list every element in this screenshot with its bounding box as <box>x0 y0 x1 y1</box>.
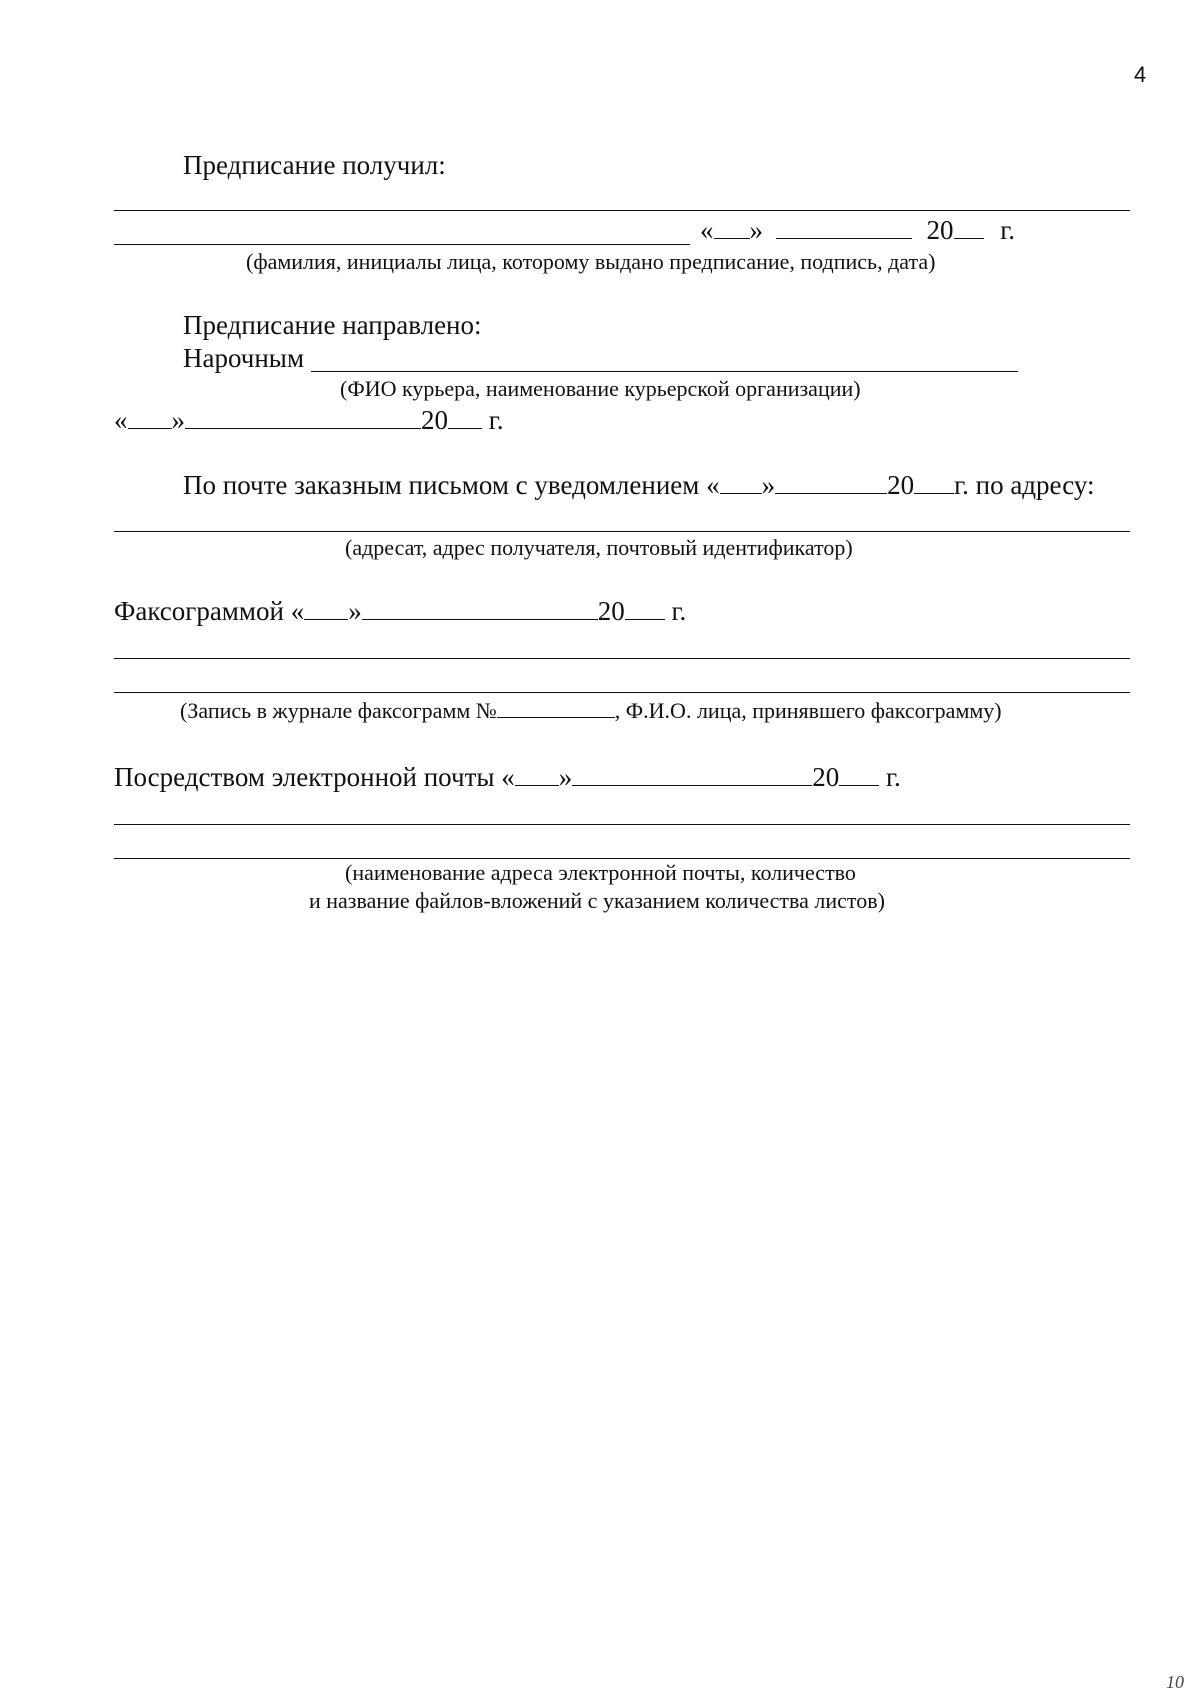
received-name-line[interactable] <box>114 244 690 245</box>
quote-open: « <box>290 596 305 626</box>
email-year-prefix: 20 <box>812 762 840 792</box>
mail-year-blank[interactable] <box>914 471 954 494</box>
fax-year-blank[interactable] <box>625 597 665 620</box>
mail-month-blank[interactable] <box>775 471 887 494</box>
mail-year-prefix: 20 <box>887 470 915 500</box>
fax-caption <box>180 698 1002 724</box>
received-date <box>700 215 1015 245</box>
fax-label: Факсограммой <box>114 596 284 626</box>
received-year-prefix: 20 <box>926 215 954 245</box>
received-caption: (фамилия, инициалы лица, которому выдано предписание, подпись, дата) <box>246 249 936 274</box>
email-year-suffix: г. <box>886 762 901 792</box>
sent-year-blank[interactable] <box>448 406 482 429</box>
sent-year-prefix: 20 <box>421 405 448 435</box>
received-heading: Предписание получил: <box>183 150 446 180</box>
mail-year-suffix: г. по адресу: <box>954 470 1095 500</box>
received-day-blank[interactable] <box>714 216 750 239</box>
quote-close: » <box>348 596 362 626</box>
email-line-2[interactable] <box>114 858 1130 859</box>
email-caption-line1: (наименование адреса электронной почты, количество <box>345 860 856 885</box>
quote-close: » <box>749 215 763 245</box>
email-year-blank[interactable] <box>839 763 879 786</box>
mail-caption: (адресат, адрес получателя, почтовый идентификатор) <box>345 535 853 560</box>
courier-caption: (ФИО курьера, наименование курьерской организации) <box>340 376 861 401</box>
email-line-text <box>114 762 901 792</box>
fax-caption-after: , Ф.И.О. лица, принявшего факсограмму) <box>614 698 1002 723</box>
email-caption-line2: и название файлов-вложений с указанием количества листов) <box>309 888 885 913</box>
courier-label: Нарочным <box>183 343 305 373</box>
quote-close: » <box>558 762 573 792</box>
fax-year-suffix: г. <box>671 596 687 626</box>
sent-year-suffix: г. <box>488 405 504 435</box>
sent-day-blank[interactable] <box>128 406 172 429</box>
mail-address-line[interactable] <box>114 531 1130 532</box>
courier-line[interactable] <box>311 371 1018 372</box>
fax-caption-before: (Запись в журнале факсограмм № <box>180 698 497 723</box>
email-month-blank[interactable] <box>572 763 812 786</box>
sent-date <box>114 405 504 435</box>
fax-journal-number-blank[interactable] <box>497 699 615 718</box>
page-number: 4 <box>1134 62 1147 87</box>
received-month-blank[interactable] <box>776 216 912 239</box>
corner-mark: 10 <box>1166 1672 1184 1692</box>
fax-day-blank[interactable] <box>304 597 348 620</box>
fax-line-text <box>114 596 686 626</box>
quote-open: « <box>501 762 515 792</box>
quote-open: « <box>706 470 720 500</box>
received-year-blank[interactable] <box>954 216 984 239</box>
mail-label: По почте заказным письмом с уведомлением <box>183 470 700 500</box>
received-year-suffix: г. <box>1000 215 1016 245</box>
email-day-blank[interactable] <box>515 763 559 786</box>
fax-year-prefix: 20 <box>597 596 625 626</box>
mail-line-text <box>183 470 1094 500</box>
sent-heading: Предписание направлено: <box>183 310 482 340</box>
quote-close: » <box>761 470 776 500</box>
sent-month-blank[interactable] <box>185 406 421 429</box>
quote-open: « <box>700 215 714 245</box>
email-line-1[interactable] <box>114 824 1130 825</box>
received-line-1[interactable] <box>114 210 1130 211</box>
fax-line-1[interactable] <box>114 658 1130 659</box>
quote-close: » <box>171 405 185 435</box>
fax-month-blank[interactable] <box>362 597 598 620</box>
fax-line-2[interactable] <box>114 692 1130 693</box>
mail-day-blank[interactable] <box>720 471 762 494</box>
email-label: Посредством электронной почты <box>114 762 495 792</box>
quote-open: « <box>114 405 128 435</box>
